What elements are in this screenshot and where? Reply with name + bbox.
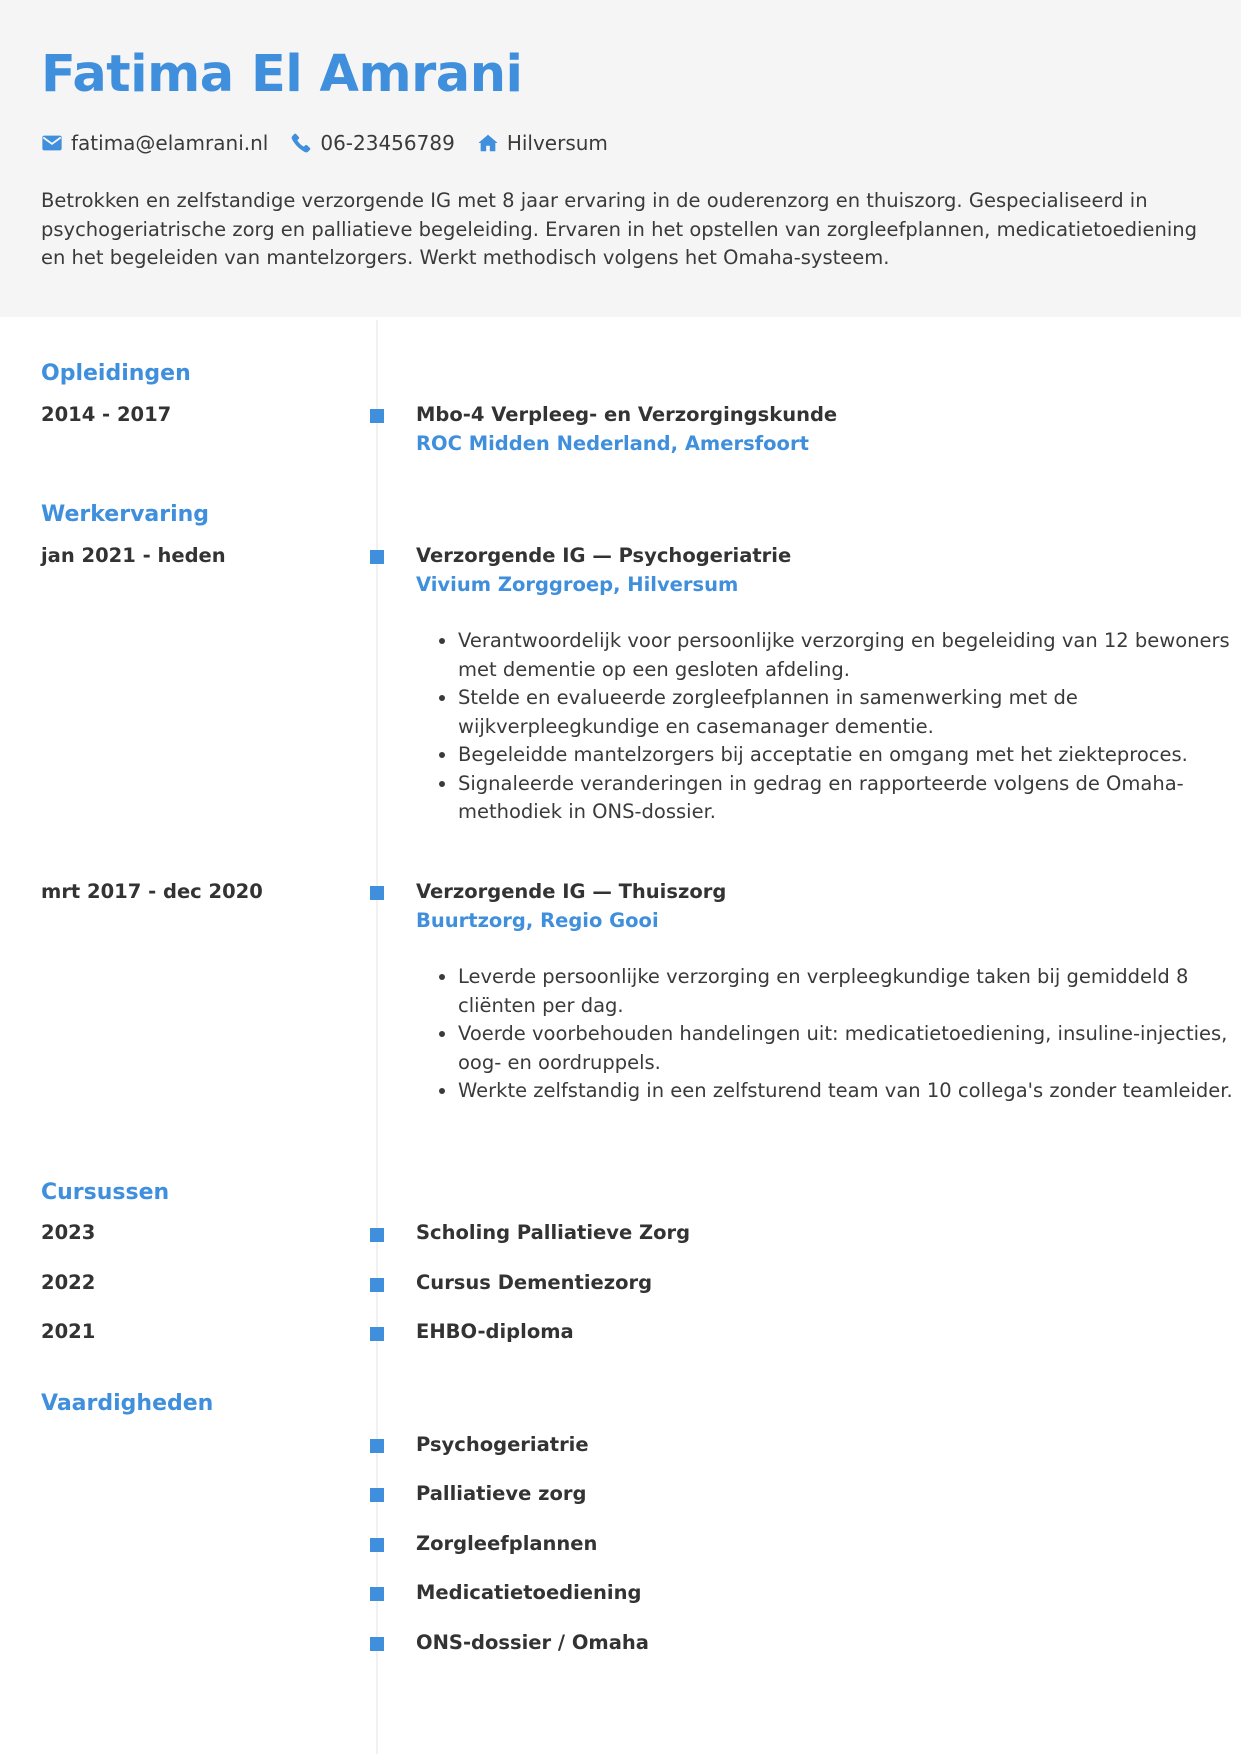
course-date: 2021: [41, 1320, 96, 1343]
section-title-courses: Cursussen: [41, 1180, 170, 1205]
job-responsibilities: [416, 963, 1241, 1106]
job-date: mrt 2017 - dec 2020: [41, 880, 263, 903]
phone-icon: [290, 132, 312, 154]
list-item: • Leverde persoonlijke verzorging en verpleegkundige taken bij gemiddeld 8 cliënten per dag.: [458, 963, 1241, 1020]
course-date: 2023: [41, 1221, 96, 1244]
list-item: • Voerde voorbehouden handelingen uit: medicatietoediening, insuline-injecties, oog- en oordruppels.: [458, 1020, 1241, 1077]
list-item: • Begeleidde mantelzorgers bij acceptatie en omgang met het ziekteproces.: [458, 741, 1241, 770]
job-employer: Vivium Zorggroep, Hilversum: [416, 573, 739, 596]
skill-item: Psychogeriatrie: [416, 1433, 589, 1456]
timeline-marker: [370, 1538, 384, 1552]
timeline-marker: [370, 1327, 384, 1341]
email-text: fatima@elamrani.nl: [71, 131, 269, 155]
job-date: jan 2021 - heden: [41, 544, 226, 567]
skill-item: Palliatieve zorg: [416, 1482, 587, 1505]
timeline-marker: [370, 1278, 384, 1292]
contact-location: [477, 131, 608, 155]
skill-item: Zorgleefplannen: [416, 1532, 598, 1555]
job-title: Verzorgende IG — Thuiszorg: [416, 880, 727, 903]
course-date: 2022: [41, 1271, 96, 1294]
course-title: Scholing Palliatieve Zorg: [416, 1221, 691, 1244]
timeline-marker: [370, 886, 384, 900]
skill-item: ONS-dossier / Omaha: [416, 1631, 649, 1654]
envelope-icon: [41, 132, 63, 154]
contact-email: [41, 131, 268, 155]
timeline-marker: [370, 1228, 384, 1242]
profile-summary: Betrokken en zelfstandige verzorgende IG met 8 jaar ervaring in de ouderenzorg en thuiszorg. Gespecialiseerd in psychogeriatrische zorg en palliatieve begeleiding. Ervaren in het opstellen van zorgleefplannen, medicatietoediening en het begeleiden van mantelzorgers. Werkt methodisch volgens het Omaha-systeem.: [41, 189, 1197, 269]
job-responsibilities: [416, 627, 1241, 827]
list-item: • Signaleerde veranderingen in gedrag en rapporteerde volgens de Omaha-methodiek in ONS-dossier.: [458, 770, 1241, 827]
list-item: • Verantwoordelijk voor persoonlijke verzorging en begeleiding van 12 bewoners met dementie op een gesloten afdeling.: [458, 627, 1241, 684]
person-name: Fatima El Amrani: [41, 45, 523, 104]
job-title: Verzorgende IG — Psychogeriatrie: [416, 544, 792, 567]
header: [0, 0, 1241, 317]
phone-text: 06-23456789: [320, 131, 455, 155]
education-date: 2014 - 2017: [41, 403, 172, 426]
section-title-skills: Vaardigheden: [41, 1391, 214, 1416]
contact-phone: [290, 131, 454, 155]
skill-item: Medicatietoediening: [416, 1581, 642, 1604]
course-title: Cursus Dementiezorg: [416, 1271, 653, 1294]
timeline-marker: [370, 550, 384, 564]
course-title: EHBO-diploma: [416, 1320, 574, 1343]
timeline-marker: [370, 1637, 384, 1651]
location-text: Hilversum: [506, 131, 608, 155]
timeline-marker: [370, 1587, 384, 1601]
home-icon: [477, 132, 499, 154]
timeline-marker: [370, 1488, 384, 1502]
education-institution: ROC Midden Nederland, Amersfoort: [416, 432, 809, 455]
section-title-education: Opleidingen: [41, 361, 191, 386]
contact-info: [41, 128, 608, 158]
job-employer: Buurtzorg, Regio Gooi: [416, 909, 659, 932]
section-title-experience: Werkervaring: [41, 502, 210, 527]
list-item: • Werkte zelfstandig in een zelfsturend team van 10 collega's zonder teamleider.: [458, 1077, 1241, 1106]
timeline-marker: [370, 1439, 384, 1453]
timeline-marker: [370, 409, 384, 423]
education-title: Mbo-4 Verpleeg- en Verzorgingskunde: [416, 403, 838, 426]
list-item: • Stelde en evalueerde zorgleefplannen in samenwerking met de wijkverpleegkundige en casemanager dementie.: [458, 684, 1241, 741]
